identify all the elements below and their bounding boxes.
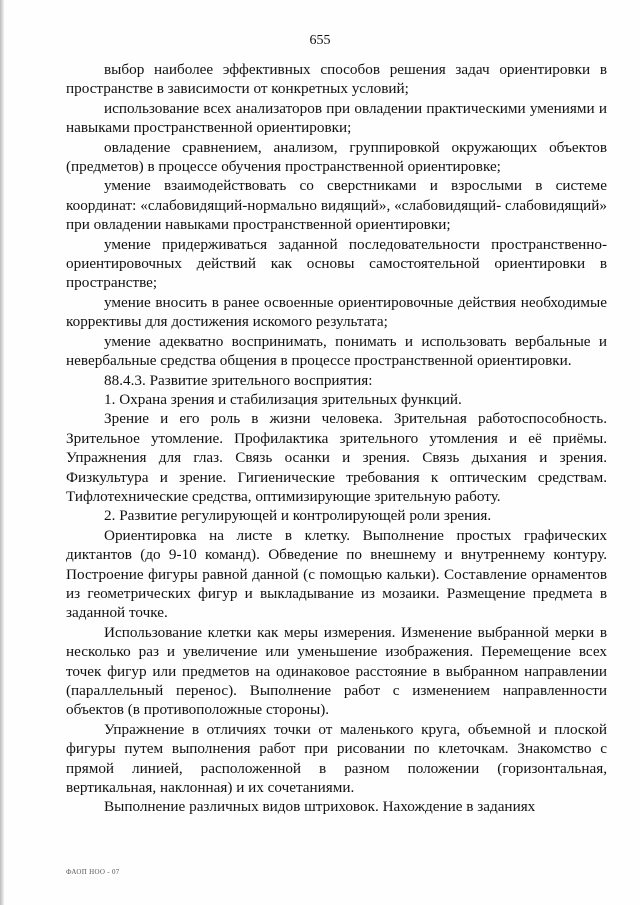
paragraph-continued: Выполнение различных видов штриховок. Нахождение в заданиях: [104, 798, 536, 816]
paragraph: овладение сравнением, анализом, группировкой окружающих объектов (предметов) в процессе обучения пространственной ориентировке;: [66, 138, 607, 176]
section-heading: 88.4.3. Развитие зрительного восприятия:: [104, 371, 373, 389]
paragraph: Зрение и его роль в жизни человека. Зрительная работоспособность. Зрительное утомление. Профилактика зрительного утомления и её приёмы. Упражнения для глаз. Связь осанки и зрения. Связь дыхания и зрения. Физкультура и зрение. Гигиенические требования к оптическим средствам. Тифлотехнические средства, оптимизирующие зрительную работу.: [66, 410, 607, 505]
body-text: [66, 60, 607, 817]
page-number: 655: [309, 33, 331, 48]
paragraph: умение взаимодействовать со сверстниками и взрослыми в системе координат: «слабовидящий-нормально видящий», «слабовидящий- слабовидящий» при овладении навыками пространственной ориентировки;: [66, 177, 607, 234]
subsection-heading: 2. Развитие регулирующей и контролирующей роли зрения.: [104, 507, 492, 525]
paragraph: Ориентировка на листе в клетку. Выполнение простых графических диктантов (до 9-10 команд). Обведение по внешнему и внутреннему контуру. Построение фигуры равной данной (с помощью кальки). Составление орнаментов из геометрических фигур и выкладывание из мозаики. Размещение предмета в заданной точке.: [66, 526, 607, 622]
footer-label: ФАОП НОО - 07: [66, 868, 120, 876]
paragraph: выбор наиболее эффективных способов решения задач ориентировки в пространстве в зависимости от конкретных условий;: [66, 61, 607, 98]
scan-edge: [0, 0, 4, 905]
paragraph: использование всех анализаторов при овладении практическими умениями и навыками пространственной ориентировки;: [66, 99, 607, 137]
subsection-heading: 1. Охрана зрения и стабилизация зрительных функций.: [104, 390, 462, 408]
paragraph: Использование клетки как меры измерения. Изменение выбранной мерки в несколько раз и увеличение или уменьшение изображения. Перемещение всех точек фигур или предметов на одинаковое расстояние в выбранном направлении (параллельный перенос). Выполнение работ с изменением направленности объектов (в противоположные стороны).: [66, 623, 607, 719]
paragraph: умение адекватно воспринимать, понимать и использовать вербальные и невербальные средства общения в процессе пространственной ориентировки.: [66, 332, 607, 370]
paragraph: умение придерживаться заданной последовательности пространственно-ориентировочных действий как основы самостоятельной ориентировки в пространстве;: [66, 235, 607, 292]
paragraph: Упражнение в отличиях точки от маленького круга, объемной и плоской фигуры путем выполнения работ при рисовании по клеточкам. Знакомство с прямой линией, расположенной в разном положении (горизонтальная, вертикальная, наклонная) и их сочетаниями.: [66, 720, 607, 797]
paragraph: умение вносить в ранее освоенные ориентировочные действия необходимые коррективы для достижения искомого результата;: [66, 293, 607, 331]
